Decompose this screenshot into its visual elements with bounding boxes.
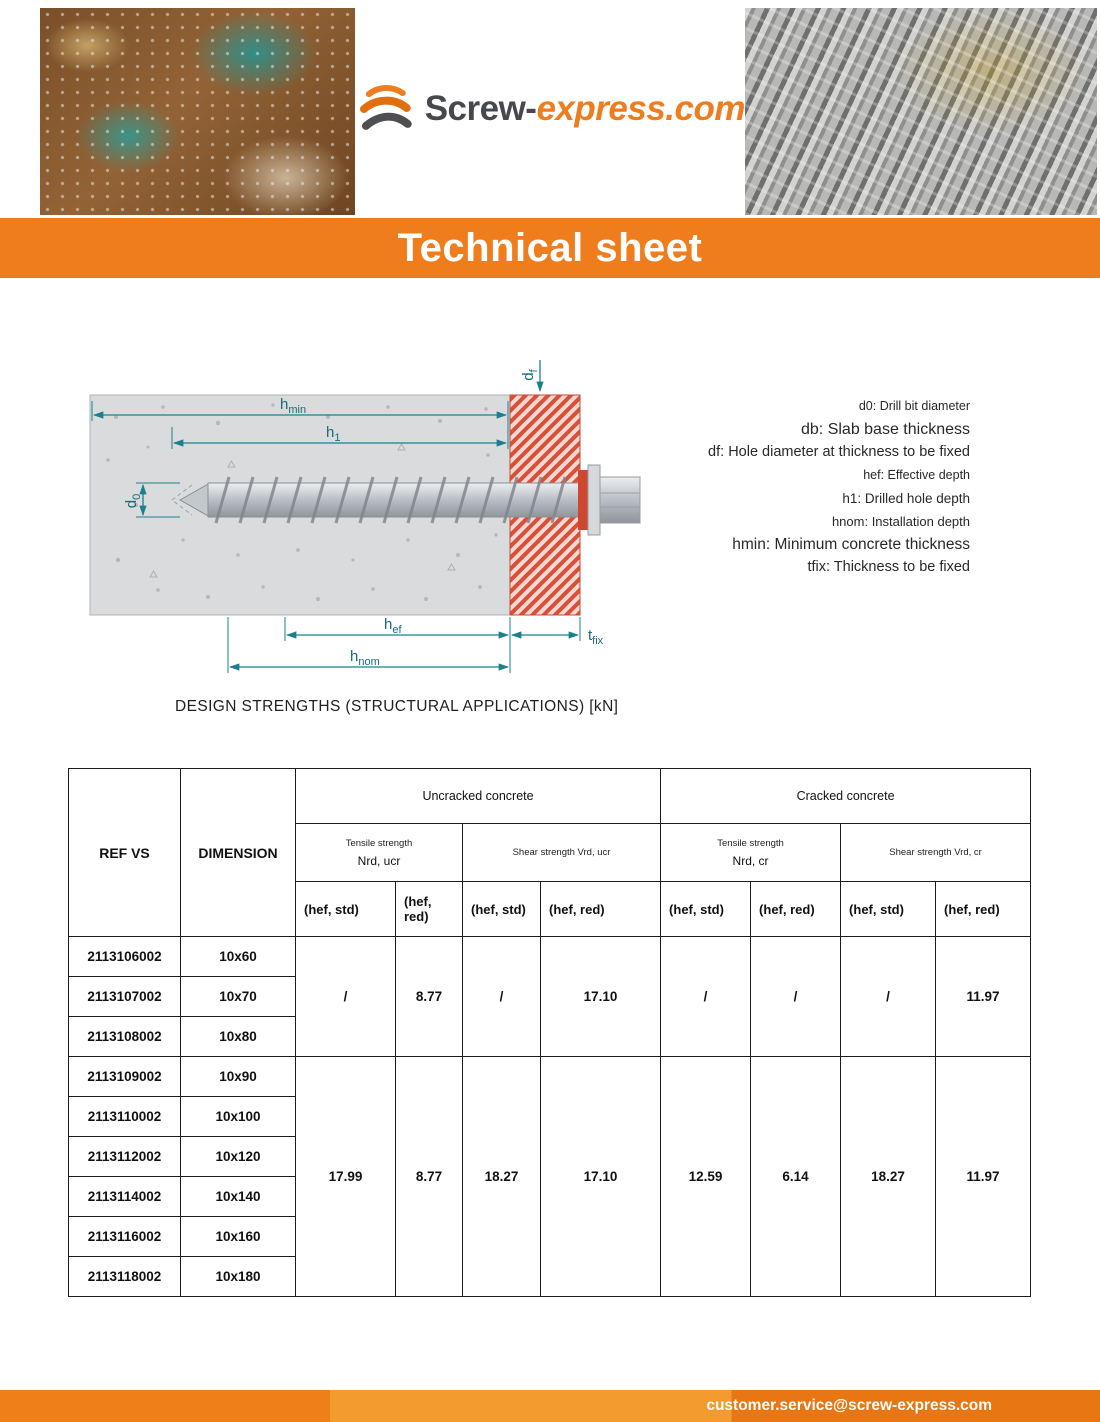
screws-pile-photo	[745, 8, 1097, 215]
value-cell: 12.59	[661, 1057, 751, 1297]
subheader-label: Tensile strength	[345, 837, 413, 849]
ref-cell: 2113110002	[69, 1097, 181, 1137]
subheader-shear-cracked	[841, 824, 1031, 882]
value-cell: 17.10	[541, 1057, 661, 1297]
header-row-groups	[69, 769, 1031, 824]
subheader-tensile-uncracked	[296, 824, 463, 882]
hmin-label: $h_{min}$	[280, 396, 307, 416]
legend-line: df: Hole diameter at thickness to be fixed	[708, 444, 970, 460]
legend-line: hmin: Minimum concrete thickness	[732, 536, 970, 553]
dimension-cell: 10x60	[181, 937, 296, 977]
col-header-dimension: DIMENSION	[181, 769, 296, 937]
legend-line: hnom: Installation depth	[831, 514, 970, 529]
value-cell: 17.10	[541, 937, 661, 1057]
value-cell: 6.14	[751, 1057, 841, 1297]
value-cell: 18.27	[841, 1057, 936, 1297]
value-cell: /	[661, 937, 751, 1057]
legend-line: tfix: Thickness to be fixed	[807, 559, 970, 575]
brand-name	[425, 89, 745, 129]
subheader-shear-uncracked	[463, 824, 661, 882]
hef-header: (hef, std)	[661, 882, 751, 937]
dimension-cell: 10x140	[181, 1177, 296, 1217]
ref-cell: 2113116002	[69, 1217, 181, 1257]
ref-cell: 2113107002	[69, 977, 181, 1017]
subheader-symbol: Nrd, ucr	[357, 853, 401, 868]
value-cell: 11.97	[936, 1057, 1031, 1297]
value-cell: /	[296, 937, 396, 1057]
legend-line: d0: Drill bit diameter	[858, 399, 970, 413]
ref-cell: 2113118002	[69, 1257, 181, 1297]
workbench-photo	[40, 8, 355, 215]
table-row	[69, 1057, 1031, 1097]
hef-header: (hef, std)	[841, 882, 936, 937]
col-header-ref: REF VS	[69, 769, 181, 937]
subheader-label: Shear strength Vrd, ucr	[512, 847, 611, 858]
hef-header: (hef, std)	[463, 882, 541, 937]
anchor-diagram	[88, 355, 648, 690]
legend-line: hef: Effective depth	[863, 468, 970, 482]
ref-cell: 2113114002	[69, 1177, 181, 1217]
table-row	[69, 937, 1031, 977]
legend-line: db: Slab base thickness	[801, 421, 970, 438]
dimension-cell: 10x90	[181, 1057, 296, 1097]
dimension-cell: 10x160	[181, 1217, 296, 1257]
hef-header: (hef, std)	[296, 882, 396, 937]
df-label: $d_f$	[520, 369, 540, 381]
ref-cell: 2113109002	[69, 1057, 181, 1097]
ref-cell: 2113106002	[69, 937, 181, 977]
legend-line: h1: Drilled hole depth	[842, 491, 970, 506]
title-banner	[0, 218, 1100, 278]
sheet-title: Technical sheet	[397, 225, 703, 270]
hef-header: (hef, red)	[936, 882, 1031, 937]
dimension-cell: 10x70	[181, 977, 296, 1017]
dimension-cell: 10x180	[181, 1257, 296, 1297]
value-cell: 18.27	[463, 1057, 541, 1297]
col-group-cracked: Cracked concrete	[661, 769, 1031, 824]
value-cell: 8.77	[396, 937, 463, 1057]
table-caption: DESIGN STRENGTHS (STRUCTURAL APPLICATIONS) [kN]	[175, 698, 619, 715]
customer-service-email[interactable]: customer.service@screw-express.com	[706, 1397, 992, 1414]
value-cell: /	[751, 937, 841, 1057]
subheader-symbol: Nrd, cr	[732, 853, 769, 868]
brand-name-dark: Screw-	[424, 89, 537, 128]
value-cell: 11.97	[936, 937, 1031, 1057]
value-cell: 8.77	[396, 1057, 463, 1297]
diagram-section	[0, 355, 1100, 690]
brand-name-orange: express.com	[536, 89, 745, 128]
value-cell: /	[463, 937, 541, 1057]
screw-express-logo-icon	[355, 80, 415, 138]
value-cell: 17.99	[296, 1057, 396, 1297]
h1-label: $h_1$	[326, 424, 341, 444]
hex-head	[600, 477, 640, 523]
footer-bar	[0, 1390, 1100, 1422]
hnom-label: $h_{nom}$	[350, 648, 380, 668]
diagram-legend	[648, 355, 1100, 690]
tfix-label: $t_{fix}$	[588, 627, 604, 647]
header	[0, 0, 1100, 218]
d0-label: $d_0$	[123, 493, 143, 509]
subheader-label: Tensile strength	[717, 837, 784, 849]
hef-label: $h_{ef}$	[384, 616, 402, 636]
ref-cell: 2113108002	[69, 1017, 181, 1057]
col-group-uncracked: Uncracked concrete	[296, 769, 661, 824]
screw-express-logo	[355, 0, 745, 218]
subheader-tensile-cracked	[661, 824, 841, 882]
hef-header: (hef, red)	[541, 882, 661, 937]
dimension-cell: 10x120	[181, 1137, 296, 1177]
value-cell: /	[841, 937, 936, 1057]
hef-header: (hef, red)	[396, 882, 463, 937]
dimension-cell: 10x80	[181, 1017, 296, 1057]
dimension-cell: 10x100	[181, 1097, 296, 1137]
subheader-label: Shear strength Vrd, cr	[889, 847, 982, 858]
hef-header: (hef, red)	[751, 882, 841, 937]
design-strengths-table	[68, 768, 1031, 1297]
ref-cell: 2113112002	[69, 1137, 181, 1177]
